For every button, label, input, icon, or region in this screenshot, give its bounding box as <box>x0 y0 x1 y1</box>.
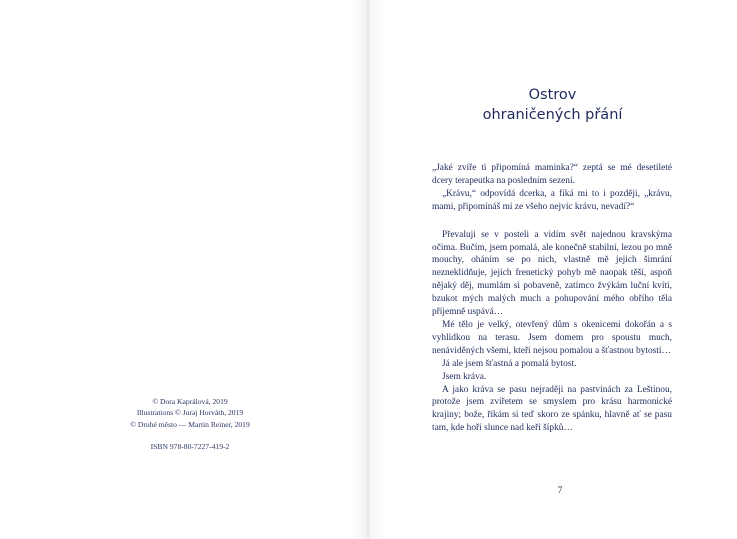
copyright-illustrations: Illustrations © Juraj Horváth, 2019 <box>136 408 244 418</box>
paragraph-6: Jsem kráva. <box>442 371 487 382</box>
paragraph-2: „Krávu,“ odpovídá dcerka, a fíká mi to i později, „krávu, mami, připomínáš mi ze všeho nejvíc krávu, nevadí?“ <box>432 188 672 212</box>
paragraph-7: A jako kráva se pasu nejraději na pastvinách za Leštinou, protože jsem zvířetem se smyslem pro krásu harmonické krajiny; bože, říkám si teď skoro ze spánku, hlavně ať se pasu tam, kde hoří slunce nad keři šípků… <box>432 384 672 434</box>
paragraph-4: Mé tělo je velký, otevřený dům s okenicemi dokořán a s vyhlídkou na terasu. Jsem domem pro spoustu much, nenáviděných všemi, kteří nejsou pomalou a šťastnou bytostí… <box>432 319 672 356</box>
body-text <box>432 162 672 435</box>
paragraph-5: Já ale jsem šťastná a pomalá bytost. <box>442 358 577 369</box>
chapter-title <box>368 85 737 125</box>
chapter-title-line-2: ohraničených přání <box>482 107 623 123</box>
book-gutter <box>350 0 386 539</box>
paragraph-1: „Jaké zvíře ti připomíná maminka?“ zeptá se mé desetileté dcery terapeutka na posledním sezení. <box>432 163 672 186</box>
paragraph-3: Převaluji se v posteli a vidím svět najednou kravskýma očima. Bučím, jsem pomalá, ale konečně stabilní, lezou po mně mouchy, oháním se po nich, vlastně mě jejich šimrání nezneklidňuje, jejich frenetický pohyb mě naopak těší, aspoň nějaký děj, mumlám si pobaveně, zatímco žvýkám luční kvítí, bzukot mých malých much a pohupování mého obřího těla příjemně uspává… <box>432 229 672 318</box>
page-number: 7 <box>557 486 563 496</box>
colophon <box>110 396 270 453</box>
isbn: ISBN 978-80-7227-419-2 <box>150 442 230 452</box>
chapter-title-line-1: Ostrov <box>528 87 577 103</box>
copyright-publisher: © Druhé město — Martin Reiner, 2019 <box>130 419 250 429</box>
copyright-author: © Dora Kaprálová, 2019 <box>152 397 228 406</box>
left-page <box>0 0 368 539</box>
